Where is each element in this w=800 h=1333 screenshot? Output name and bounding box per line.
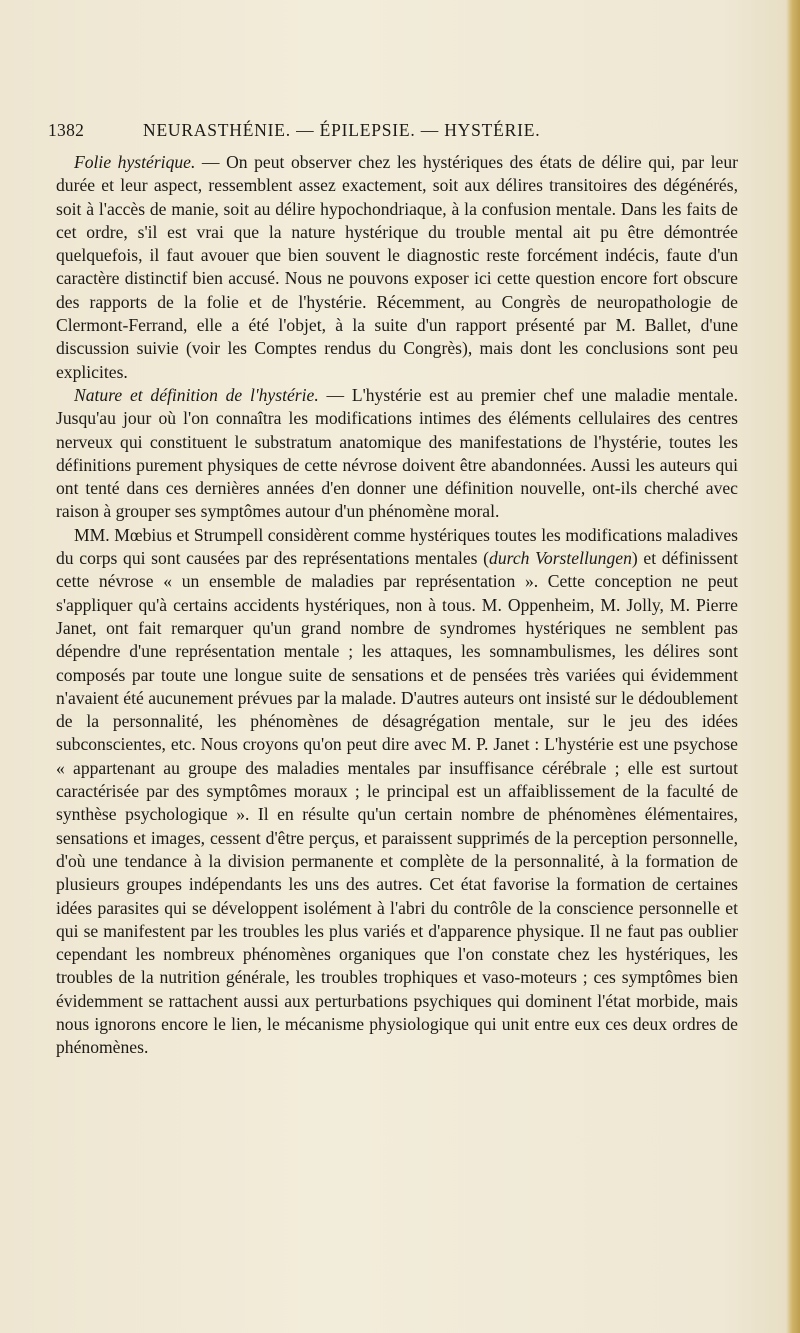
- paragraph-text: — On peut observer chez les hystériques des états de délire qui, par leur durée et leur aspect, ressemblent assez exactement, soit aux délires transitoires des dégénérés, soit à l'accès de manie, soit au délire hypochondriaque, à la confusion mentale. Dans les faits de cet ordre, s'il est vrai que la nature hystérique du trouble mental ait pu être démontrée quelquefois, il faut avouer que bien souvent le diagnostic reste forcément indécis, faute d'un caractère distinctif bien accusé. Nous ne pouvons exposer ici cette question encore fort obscure des rapports de la folie et de l'hystérie. Récemment, au Congrès de neuropathologie de Clermont-Ferrand, elle a été l'objet, à la suite d'un rapport présenté par M. Ballet, d'une discussion suivie (voir les Comptes rendus du Congrès), mais dont les conclusions sont peu explicites.: [56, 152, 738, 382]
- paragraph-text: MM. Mœbius et Strumpell considèrent comme hystériques toutes les modifications maladives du corps qui sont causées par des représentations mentales (: [56, 524, 738, 569]
- paragraph-text: — L'hystérie est au premier chef une maladie mentale. Jusqu'au jour où l'on connaîtra les modifications intimes des éléments cellulaires des centres nerveux qui constituent le substratum anatomique des manifestations de l'hystérie, toutes les définitions purement physiques de cette névrose doivent être abandonnées. Aussi les auteurs qui ont tenté dans ces dernières années d'en donner une définition nouvelle, ont-ils cherché avec raison à grouper ses symptômes autour d'un phénomène moral.: [56, 384, 738, 522]
- page-body: [56, 151, 738, 1060]
- running-title: NEURASTHÉNIE. — ÉPILEPSIE. — HYSTÉRIE.: [143, 120, 541, 140]
- page-edge: [786, 0, 800, 1333]
- page-number: 1382: [48, 120, 85, 140]
- paragraph-folie-hysterique: [56, 151, 738, 384]
- german-term: durch Vorstellungen: [489, 548, 632, 569]
- paragraph-moebius-strumpell: [56, 524, 738, 1060]
- section-lead-nature: Nature et définition de l'hystérie.: [74, 384, 319, 405]
- paragraph-text: ) et définissent cette névrose « un ensemble de maladies par représentation ». Cette conception ne peut s'appliquer qu'à certains accidents hystériques, non à tous. M. Oppenheim, M. Jolly, M. Pierre Janet, ont fait remarquer qu'un grand nombre de syndromes hystériques ne semblent pas dépendre d'une représentation mentale ; les attaques, les somnambulismes, les délires sont composés par toute une longue suite de sensations et de pensées très variées qui évidemment n'avaient été aucunement prévues par la malade. D'autres auteurs ont insisté sur le dédoublement de la personnalité, les phénomènes de désagrégation mentale, sur le jeu des idées subconscientes, etc. Nous croyons qu'on peut dire avec M. P. Janet : L'hystérie est une psychose « appartenant au groupe des maladies mentales par insuffisance cérébrale ; elle est surtout caractérisée par des symptômes moraux ; le principal est un affaiblissement de la faculté de synthèse psychologique ». Il en résulte qu'un certain nombre de phénomènes élémentaires, sensations et images, cessent d'être perçus, et paraissent supprimés de la perception personnelle, d'où une tendance à la division permanente et complète de la personnalité, à la formation de plusieurs groupes indépendants les uns des autres. Cet état favorise la formation de certaines idées parasites qui se développent isolément à l'abri du contrôle de la conscience personnelle et qui se manifestent par les troubles les plus variés et d'apparence physique. Il ne faut pas oublier cependant les nombreux phénomènes organiques que l'on constate chez les hystériques, les troubles de la nutrition générale, les troubles trophiques et vaso-moteurs ; ces symptômes bien évidemment se rattachent aussi aux perturbations psychiques qui dominent l'état morbide, mais nous ignorons encore le lien, le mécanisme physiologique qui unit entre eux ces deux ordres de phénomènes.: [56, 548, 738, 1058]
- running-header: [48, 120, 738, 144]
- section-lead-folie: Folie hystérique.: [74, 152, 196, 172]
- paragraph-nature-definition: [56, 384, 738, 524]
